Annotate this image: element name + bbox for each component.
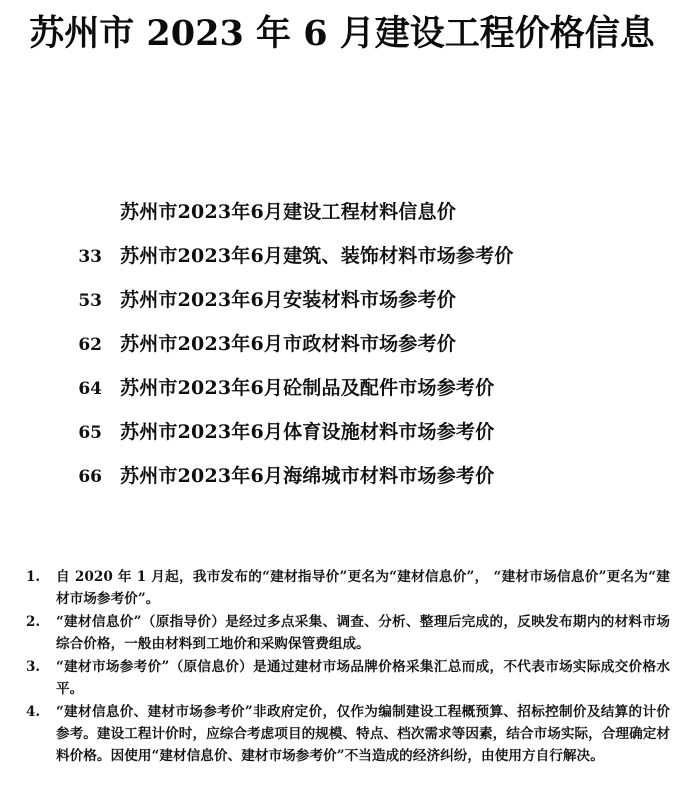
toc-page-number: 64 xyxy=(78,379,102,399)
note-text: 自 2020 年 1 月起，我市发布的“建材指导价”更名为“建材信息价”， “建材市场信息价”更名为“建材市场参考价”。 xyxy=(56,569,670,607)
toc-page-number: 53 xyxy=(78,291,102,311)
note-number: 3. xyxy=(26,659,41,675)
toc-row[interactable] xyxy=(0,332,684,376)
toc-entry-title[interactable]: 苏州市2023年6月建设工程材料信息价 xyxy=(120,201,456,223)
toc-row[interactable] xyxy=(0,464,684,508)
toc-page-number: 65 xyxy=(78,423,102,443)
note-number: 2. xyxy=(26,614,41,630)
note-text: “建材市场参考价”（原信息价）是通过建材市场品牌价格采集汇总而成，不代表市场实际成交价格水平。 xyxy=(56,659,670,697)
toc-entry-title[interactable]: 苏州市2023年6月市政材料市场参考价 xyxy=(120,333,456,355)
toc-entry-title[interactable]: 苏州市2023年6月安装材料市场参考价 xyxy=(120,289,456,311)
note-number: 1. xyxy=(26,569,41,585)
toc-row[interactable] xyxy=(0,244,684,288)
notes-list xyxy=(26,566,670,768)
toc-row[interactable] xyxy=(0,420,684,464)
toc-entry-title[interactable]: 苏州市2023年6月海绵城市材料市场参考价 xyxy=(120,465,495,487)
note-number: 4. xyxy=(26,704,41,720)
toc-entry-title[interactable]: 苏州市2023年6月砼制品及配件市场参考价 xyxy=(120,377,495,399)
note-item xyxy=(26,566,670,610)
toc-row[interactable] xyxy=(0,376,684,420)
note-text: “建材信息价、建材市场参考价”非政府定价，仅作为编制建设工程概预算、招标控制价及结算的计价参考。建设工程计价时，应综合考虑项目的规模、特点、档次需求等因素，结合市场实际，合理确定材料价格。因使用“建材信息价、建材市场参考价”不当造成的经济纠纷，由使用方自行解决。 xyxy=(56,704,670,764)
toc-page-number: 33 xyxy=(78,247,102,267)
toc-row[interactable] xyxy=(0,288,684,332)
note-item xyxy=(26,611,670,655)
toc-page-number: 66 xyxy=(78,467,102,487)
toc-page-number: 62 xyxy=(78,335,102,355)
page-title: 苏州市 2023 年 6 月建设工程价格信息 xyxy=(29,13,655,54)
toc-row[interactable] xyxy=(0,200,684,244)
toc-entry-title[interactable]: 苏州市2023年6月建筑、装饰材料市场参考价 xyxy=(120,245,514,267)
note-text: “建材信息价”（原指导价）是经过多点采集、调查、分析、整理后完成的，反映发布期内的材料市场综合价格，一般由材料到工地价和采购保管费组成。 xyxy=(56,614,670,652)
table-of-contents xyxy=(0,200,684,508)
toc-entry-title[interactable]: 苏州市2023年6月体育设施材料市场参考价 xyxy=(120,421,495,443)
note-item xyxy=(26,656,670,700)
note-item xyxy=(26,701,670,767)
